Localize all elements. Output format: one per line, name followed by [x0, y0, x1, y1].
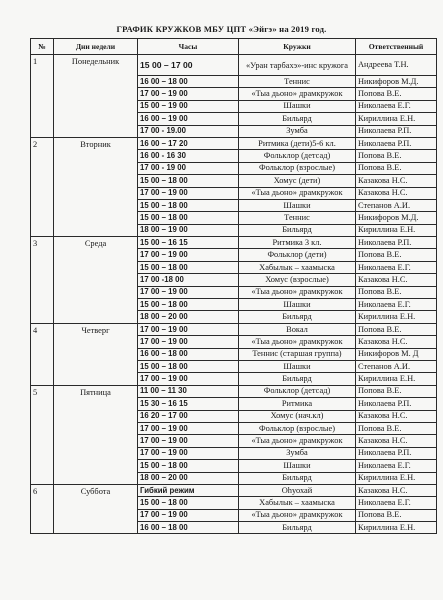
time-cell: 16 00 – 19 00 — [138, 113, 239, 125]
activity-cell: Бильярд — [239, 224, 356, 236]
day-name: Суббота — [54, 484, 138, 534]
activity-cell: Фольклор (взрослые) — [239, 162, 356, 174]
responsible-cell: Попова В.Е. — [356, 422, 437, 434]
day-name: Понедельник — [54, 55, 138, 138]
day-name: Пятница — [54, 385, 138, 484]
responsible-cell: Степанов А.И. — [356, 360, 437, 372]
activity-cell: Шашки — [239, 299, 356, 311]
day-number: 3 — [31, 237, 54, 324]
responsible-cell: Николаева Е.Г. — [356, 100, 437, 112]
schedule-body — [31, 55, 437, 534]
time-cell: 17 00 – 19 00 — [138, 187, 239, 199]
time-cell: 17 00 – 19 00 — [138, 88, 239, 100]
time-cell: 15 00 – 18 00 — [138, 360, 239, 372]
responsible-cell: Никифоров М.Д. — [356, 212, 437, 224]
activity-cell: «Тыа дьоно» драмкружок — [239, 336, 356, 348]
activity-cell: Шашки — [239, 460, 356, 472]
time-cell: 18 00 – 20 00 — [138, 311, 239, 323]
activity-cell: «Уран тарбахэ»-инс кружога — [239, 55, 356, 76]
time-cell: 15 00 – 19 00 — [138, 100, 239, 112]
responsible-cell: Попова В.Е. — [356, 385, 437, 397]
activity-cell: Ритмика 3 кл. — [239, 237, 356, 249]
header-time: Часы — [138, 39, 239, 55]
responsible-cell: Николаева Е.Г. — [356, 299, 437, 311]
time-cell: 17 00 – 19 00 — [138, 422, 239, 434]
responsible-cell: Никифоров М. Д — [356, 348, 437, 360]
time-cell: 17 00 - 19 00 — [138, 162, 239, 174]
responsible-cell: Николаева Р.П. — [356, 137, 437, 149]
responsible-cell: Николаева Е.Г. — [356, 261, 437, 273]
activity-cell: Фольклор (взрослые) — [239, 422, 356, 434]
time-cell: 15 30 – 16 15 — [138, 398, 239, 410]
header-row — [31, 39, 437, 55]
activity-cell: «Тыа дьоно» драмкружок — [239, 435, 356, 447]
time-cell: 16 00 - 16 30 — [138, 150, 239, 162]
activity-cell: Бильярд — [239, 113, 356, 125]
table-row — [31, 55, 437, 76]
activity-cell: Хабылык – хаамыска — [239, 261, 356, 273]
responsible-cell: Попова В.Е. — [356, 323, 437, 335]
responsible-cell: Андреева Т.Н. — [356, 55, 437, 76]
time-cell: 15 00 – 18 00 — [138, 261, 239, 273]
responsible-cell: Кириллина Е.Н. — [356, 522, 437, 534]
day-number: 1 — [31, 55, 54, 138]
responsible-cell: Кириллина Е.Н. — [356, 113, 437, 125]
activity-cell: Вокал — [239, 323, 356, 335]
time-cell: 15 00 – 18 00 — [138, 199, 239, 211]
page-title: ГРАФИК КРУЖКОВ МБУ ЦПТ «Эйгэ» на 2019 год. — [116, 24, 327, 34]
time-cell: 16 00 – 18 00 — [138, 522, 239, 534]
time-cell: 15 00 – 18 00 — [138, 175, 239, 187]
time-cell: 16 00 – 17 20 — [138, 137, 239, 149]
activity-cell: Бильярд — [239, 522, 356, 534]
time-cell: 17 00 – 19 00 — [138, 435, 239, 447]
header-num: № — [31, 39, 54, 55]
responsible-cell: Николаева Р.П. — [356, 398, 437, 410]
activity-cell: Шашки — [239, 100, 356, 112]
activity-cell: Теннис — [239, 76, 356, 88]
activity-cell: Бильярд — [239, 373, 356, 385]
responsible-cell: Попова В.Е. — [356, 88, 437, 100]
activity-cell: Ритмика — [239, 398, 356, 410]
header-day: Дни недели — [54, 39, 138, 55]
responsible-cell: Кириллина Е.Н. — [356, 224, 437, 236]
activity-cell: «Тыа дьоно» драмкружок — [239, 286, 356, 298]
time-cell: 15 00 – 18 00 — [138, 212, 239, 224]
responsible-cell: Казакова Н.С. — [356, 484, 437, 496]
activity-cell: «Тыа дьоно» драмкружок — [239, 187, 356, 199]
time-cell: 17 00 – 19 00 — [138, 249, 239, 261]
time-cell: 18 00 – 19 00 — [138, 224, 239, 236]
activity-cell: Теннис (старшая группа) — [239, 348, 356, 360]
time-cell: 17 00 - 19.00 — [138, 125, 239, 137]
responsible-cell: Казакова Н.С. — [356, 187, 437, 199]
time-cell: 15 00 – 16 15 — [138, 237, 239, 249]
time-cell: 15 00 – 18 00 — [138, 460, 239, 472]
activity-cell: Шашки — [239, 199, 356, 211]
time-cell: 17 00 – 19 00 — [138, 509, 239, 521]
activity-cell: Фольклор (детсад) — [239, 385, 356, 397]
responsible-cell: Казакова Н.С. — [356, 274, 437, 286]
activity-cell: Теннис — [239, 212, 356, 224]
activity-cell: «Тыа дьоно» драмкружок — [239, 509, 356, 521]
day-name: Вторник — [54, 137, 138, 236]
responsible-cell: Николаева Е.Г. — [356, 460, 437, 472]
time-cell: 17 00 – 19 00 — [138, 286, 239, 298]
responsible-cell: Никифоров М.Д. — [356, 76, 437, 88]
responsible-cell: Казакова Н.С. — [356, 175, 437, 187]
responsible-cell: Попова В.Е. — [356, 150, 437, 162]
responsible-cell: Попова В.Е. — [356, 286, 437, 298]
responsible-cell: Кириллина Е.Н. — [356, 472, 437, 484]
time-cell: 15 00 – 18 00 — [138, 497, 239, 509]
activity-cell: Зумба — [239, 447, 356, 459]
responsible-cell: Казакова Н.С. — [356, 410, 437, 422]
responsible-cell: Николаева Е.Г. — [356, 497, 437, 509]
time-cell: 17 00 – 19 00 — [138, 373, 239, 385]
responsible-cell: Кириллина Е.Н. — [356, 311, 437, 323]
responsible-cell: Николаева Р.П. — [356, 237, 437, 249]
activity-cell: Фольклор (дети) — [239, 249, 356, 261]
time-cell: 18 00 – 20 00 — [138, 472, 239, 484]
day-name: Среда — [54, 237, 138, 324]
time-cell: 16 00 – 18 00 — [138, 76, 239, 88]
activity-cell: Хомус (нач.кл) — [239, 410, 356, 422]
day-number: 4 — [31, 323, 54, 385]
responsible-cell: Попова В.Е. — [356, 509, 437, 521]
responsible-cell: Попова В.Е. — [356, 249, 437, 261]
responsible-cell: Николаева Р.П. — [356, 447, 437, 459]
day-name: Четверг — [54, 323, 138, 385]
table-row — [31, 237, 437, 249]
activity-cell: «Тыа дьоно» драмкружок — [239, 88, 356, 100]
time-cell: 17 00 – 19 00 — [138, 447, 239, 459]
activity-cell: Бильярд — [239, 472, 356, 484]
time-cell: 17 00 – 19 00 — [138, 323, 239, 335]
time-cell: 16 00 – 18 00 — [138, 348, 239, 360]
day-number: 6 — [31, 484, 54, 534]
time-cell: Гибкий режим — [138, 484, 239, 496]
table-row — [31, 484, 437, 496]
time-cell: 11 00 – 11 30 — [138, 385, 239, 397]
responsible-cell: Казакова Н.С. — [356, 336, 437, 348]
activity-cell: Хомус (взрослые) — [239, 274, 356, 286]
responsible-cell: Кириллина Е.Н. — [356, 373, 437, 385]
time-cell: 17 00 – 19 00 — [138, 336, 239, 348]
header-responsible: Ответственный — [356, 39, 437, 55]
responsible-cell: Степанов А.И. — [356, 199, 437, 211]
table-row — [31, 385, 437, 397]
time-cell: 17 00 -18 00 — [138, 274, 239, 286]
table-row — [31, 137, 437, 149]
activity-cell: Бильярд — [239, 311, 356, 323]
schedule-table — [30, 38, 437, 534]
activity-cell: Хабылык – хаамыска — [239, 497, 356, 509]
time-cell: 15 00 – 18 00 — [138, 299, 239, 311]
day-number: 2 — [31, 137, 54, 236]
time-cell: 15 00 – 17 00 — [138, 55, 239, 76]
activity-cell: Ритмика (дети)5-6 кл. — [239, 137, 356, 149]
time-cell: 16 20 – 17 00 — [138, 410, 239, 422]
activity-cell: Шашки — [239, 360, 356, 372]
header-activity: Кружки — [239, 39, 356, 55]
responsible-cell: Попова В.Е. — [356, 162, 437, 174]
activity-cell: Оһуохай — [239, 484, 356, 496]
day-number: 5 — [31, 385, 54, 484]
responsible-cell: Николаева Р.П. — [356, 125, 437, 137]
activity-cell: Фольклор (детсад) — [239, 150, 356, 162]
activity-cell: Зумба — [239, 125, 356, 137]
activity-cell: Хомус (дети) — [239, 175, 356, 187]
table-row — [31, 323, 437, 335]
responsible-cell: Казакова Н.С. — [356, 435, 437, 447]
